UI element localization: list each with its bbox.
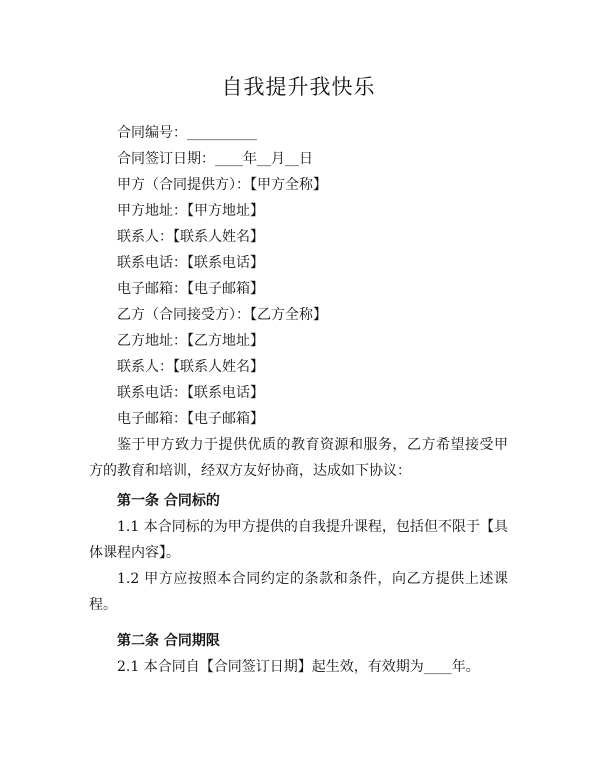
- party-b-address-line: 乙方地址：【乙方地址】: [117, 333, 264, 349]
- party-b-email-line: 电子邮箱：【电子邮箱】: [117, 411, 264, 427]
- party-b-line: 乙方（合同接受方）：【乙方全称】: [117, 307, 327, 323]
- preamble-paragraph: 鉴于甲方致力于提供优质的教育资源和服务，乙方希望接受甲方的教育和培训，经双方友好协商，达成如下协议：: [89, 437, 508, 479]
- party-a-line: 甲方（合同提供方）：【甲方全称】: [117, 177, 327, 193]
- clause-1-2: 1.2 甲方应按照本合同约定的条款和条件，向乙方提供上述课程。: [89, 571, 508, 613]
- party-a-address-line: 甲方地址：【甲方地址】: [117, 203, 264, 219]
- clause-1-1: 1.1 本合同标的为甲方提供的自我提升课程，包括但不限于【具体课程内容】。: [89, 519, 508, 561]
- sign-date-line: 合同签订日期：____年__月__日: [117, 151, 313, 167]
- document-title: 自我提升我快乐: [221, 75, 376, 99]
- party-a-email-line: 电子邮箱：【电子邮箱】: [117, 281, 264, 297]
- party-a-contact-line: 联系人：【联系人姓名】: [117, 229, 264, 245]
- clause-2-1: 2.1 本合同自【合同签订日期】起生效，有效期为____年。: [117, 659, 480, 675]
- contract-number-line: 合同编号：__________: [117, 125, 257, 141]
- party-a-phone-line: 联系电话：【联系电话】: [117, 255, 264, 271]
- article-2-heading: 第二条 合同期限: [117, 633, 220, 649]
- article-1-heading: 第一条 合同标的: [117, 493, 220, 509]
- party-b-contact-line: 联系人：【联系人姓名】: [117, 359, 264, 375]
- party-b-phone-line: 联系电话：【联系电话】: [117, 385, 264, 401]
